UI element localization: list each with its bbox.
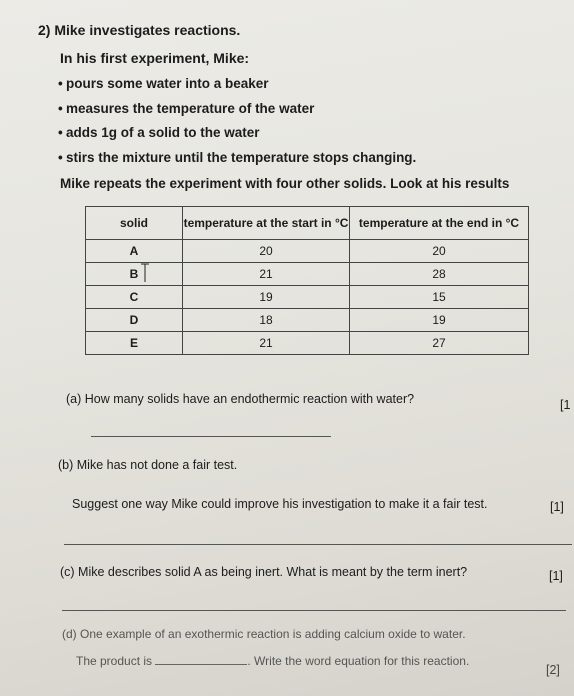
bullet-icon: •	[58, 149, 63, 165]
cell-start-temp: 21	[183, 263, 350, 286]
table-row	[86, 332, 529, 355]
part-c-marks: [1]	[549, 569, 563, 583]
results-table	[85, 206, 529, 355]
table-row	[86, 240, 529, 263]
text-cursor-icon	[141, 263, 149, 283]
question-heading	[38, 22, 240, 38]
question-number: 2)	[38, 22, 51, 38]
method-step: • pours some water into a beaker	[58, 74, 416, 99]
method-step: • stirs the mixture until the temperature stops changing.	[58, 148, 416, 173]
method-step: • adds 1g of a solid to the water	[58, 123, 416, 148]
cell-solid: A	[86, 240, 183, 263]
bullet-icon: •	[58, 100, 63, 116]
part-d-prompt-start: The product is	[76, 654, 153, 668]
cell-start-temp: 21	[183, 332, 350, 355]
question-title: Mike investigates reactions.	[54, 22, 241, 38]
table-row	[86, 309, 529, 332]
repeat-text: Mike repeats the experiment with four other solids. Look at his results	[60, 176, 510, 191]
header-solid: solid	[86, 207, 183, 240]
table-row	[86, 263, 529, 286]
part-c-answer-line[interactable]	[62, 610, 566, 611]
cell-end-temp: 15	[350, 286, 529, 309]
cell-solid: C	[86, 286, 183, 309]
table-row	[86, 286, 529, 309]
cell-start-temp: 19	[183, 286, 350, 309]
method-steps-list	[58, 74, 416, 172]
intro-text: In his first experiment, Mike:	[60, 50, 250, 66]
part-d-prompt	[76, 654, 469, 668]
bullet-icon: •	[58, 125, 63, 140]
part-a-question: (a) How many solids have an endothermic reaction with water?	[66, 392, 415, 406]
part-a-marks: [1	[560, 398, 571, 412]
cell-solid: D	[86, 309, 183, 332]
product-blank[interactable]	[155, 654, 247, 665]
part-d-question: (d) One example of an exothermic reaction is adding calcium oxide to water.	[62, 627, 466, 641]
part-b-prompt: Suggest one way Mike could improve his investigation to make it a fair test.	[72, 497, 488, 511]
cell-solid: E	[86, 332, 183, 355]
part-d-prompt-end: . Write the word equation for this reaction.	[247, 654, 470, 668]
cell-end-temp: 27	[350, 332, 529, 355]
part-d-marks: [2]	[546, 663, 560, 677]
part-b-answer-line[interactable]	[64, 544, 572, 545]
part-b-marks: [1]	[550, 500, 564, 514]
cell-start-temp: 20	[183, 240, 350, 263]
cell-end-temp: 19	[350, 309, 529, 332]
part-a-answer-line[interactable]	[91, 436, 331, 437]
header-end-temp: temperature at the end in °C	[350, 207, 529, 240]
part-b-question: (b) Mike has not done a fair test.	[58, 458, 238, 472]
cell-solid: B	[86, 263, 183, 286]
cell-start-temp: 18	[183, 309, 350, 332]
part-c-question: (c) Mike describes solid A as being inert. What is meant by the term inert?	[60, 565, 468, 579]
cell-end-temp: 20	[350, 240, 529, 263]
cell-end-temp: 28	[350, 263, 529, 286]
method-step: • measures the temperature of the water	[58, 99, 416, 124]
bullet-icon: •	[58, 76, 63, 91]
header-start-temp: temperature at the start in °C	[183, 207, 350, 240]
table-header-row	[86, 207, 529, 240]
